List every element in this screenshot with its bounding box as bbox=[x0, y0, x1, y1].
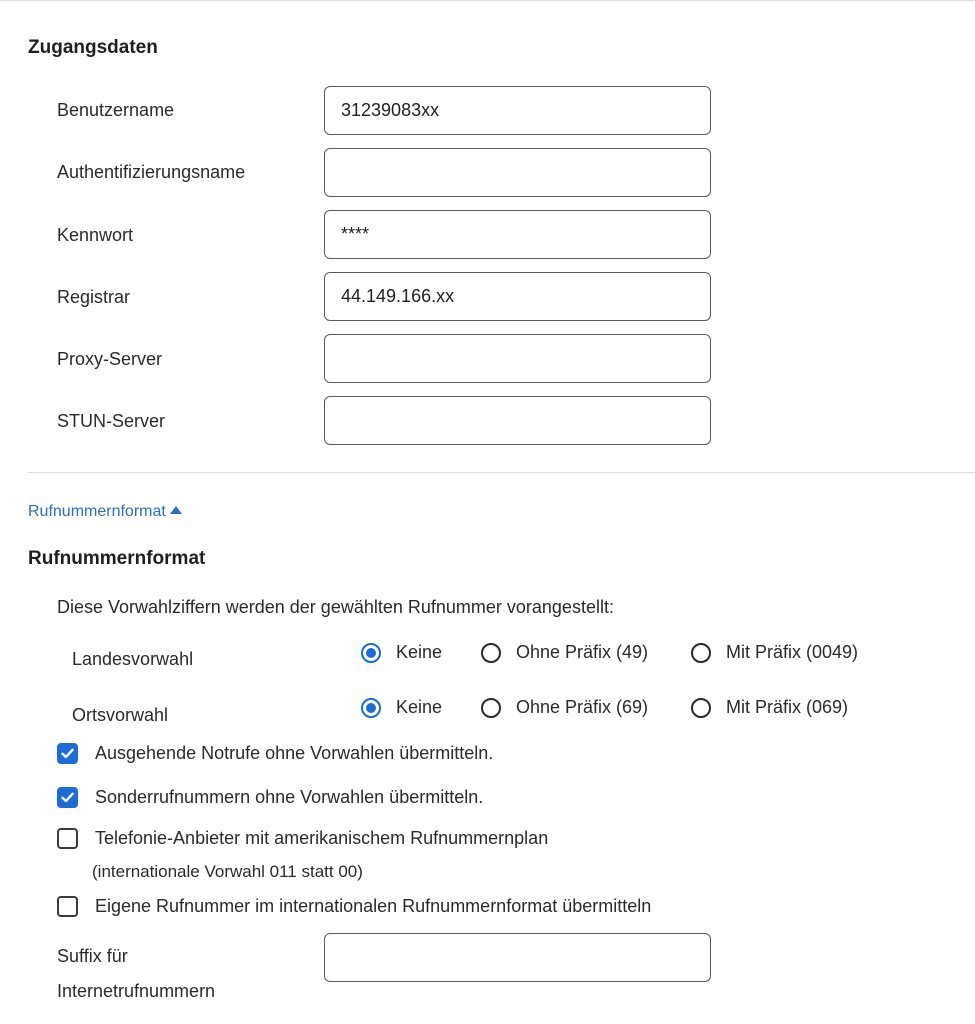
password-input[interactable] bbox=[324, 210, 711, 259]
section-title-access: Zugangsdaten bbox=[28, 37, 158, 58]
checkbox-us-numbering-plan-label: Telefonie-Anbieter mit amerikanischem Rufnummernplan bbox=[95, 828, 549, 848]
radio-unselected-icon bbox=[481, 698, 501, 718]
label-suffix-line2: Internetrufnummern bbox=[57, 981, 216, 1001]
country-option-without-prefix-label: Ohne Präfix (49) bbox=[516, 642, 649, 662]
country-radio-none[interactable] bbox=[361, 642, 442, 663]
area-radio-with-prefix[interactable] bbox=[691, 697, 848, 718]
checkbox-international-format[interactable] bbox=[57, 896, 651, 917]
radio-unselected-icon bbox=[691, 698, 711, 718]
checkbox-checked-icon bbox=[57, 787, 78, 808]
country-radio-with-prefix[interactable] bbox=[691, 642, 858, 663]
checkbox-special-numbers-label: Sonderrufnummern ohne Vorwahlen übermitteln. bbox=[95, 787, 484, 807]
username-input[interactable] bbox=[324, 86, 711, 135]
radio-selected-icon bbox=[361, 643, 381, 663]
checkbox-us-numbering-plan-sublabel: (internationale Vorwahl 011 statt 00) bbox=[92, 862, 363, 881]
stun-server-input[interactable] bbox=[324, 396, 711, 445]
label-username: Benutzername bbox=[57, 100, 175, 120]
country-radio-without-prefix[interactable] bbox=[481, 642, 648, 663]
section-divider bbox=[28, 472, 975, 473]
label-registrar: Registrar bbox=[57, 287, 131, 307]
label-area-code: Ortsvorwahl bbox=[72, 705, 169, 725]
label-password: Kennwort bbox=[57, 225, 134, 245]
suffix-input[interactable] bbox=[324, 933, 711, 982]
country-option-with-prefix-label: Mit Präfix (0049) bbox=[726, 642, 859, 662]
label-suffix-line1: Suffix für bbox=[57, 946, 128, 966]
label-proxy-server: Proxy-Server bbox=[57, 349, 163, 369]
checkbox-unchecked-icon bbox=[57, 828, 78, 849]
checkbox-international-format-label: Eigene Rufnummer im internationalen Rufnummernformat übermitteln bbox=[95, 896, 652, 916]
area-radio-without-prefix[interactable] bbox=[481, 697, 648, 718]
checkbox-emergency-calls-label: Ausgehende Notrufe ohne Vorwahlen übermitteln. bbox=[95, 743, 494, 763]
label-country-code: Landesvorwahl bbox=[72, 649, 194, 669]
radio-unselected-icon bbox=[691, 643, 711, 663]
checkbox-unchecked-icon bbox=[57, 896, 78, 917]
radio-unselected-icon bbox=[481, 643, 501, 663]
checkbox-special-numbers[interactable] bbox=[57, 787, 483, 808]
proxy-server-input[interactable] bbox=[324, 334, 711, 383]
label-auth-name: Authentifizierungsname bbox=[57, 162, 246, 182]
radio-selected-icon bbox=[361, 698, 381, 718]
checkbox-us-numbering-plan[interactable] bbox=[57, 828, 548, 849]
checkbox-emergency-calls[interactable] bbox=[57, 743, 493, 764]
number-format-toggle-label: Rufnummernformat bbox=[28, 503, 166, 520]
registrar-input[interactable] bbox=[324, 272, 711, 321]
auth-name-input[interactable] bbox=[324, 148, 711, 197]
area-option-none-label: Keine bbox=[396, 697, 443, 717]
checkbox-checked-icon bbox=[57, 743, 78, 764]
triangle-up-icon bbox=[170, 506, 182, 514]
area-option-with-prefix-label: Mit Präfix (069) bbox=[726, 697, 849, 717]
country-option-none-label: Keine bbox=[396, 642, 443, 662]
section-title-number-format: Rufnummernformat bbox=[28, 548, 206, 569]
top-divider bbox=[0, 0, 975, 1]
label-stun-server: STUN-Server bbox=[57, 411, 166, 431]
area-radio-none[interactable] bbox=[361, 697, 442, 718]
number-format-toggle-link[interactable] bbox=[28, 503, 182, 521]
area-option-without-prefix-label: Ohne Präfix (69) bbox=[516, 697, 649, 717]
number-format-intro: Diese Vorwahlziffern werden der gewählten Rufnummer vorangestellt: bbox=[57, 597, 614, 617]
